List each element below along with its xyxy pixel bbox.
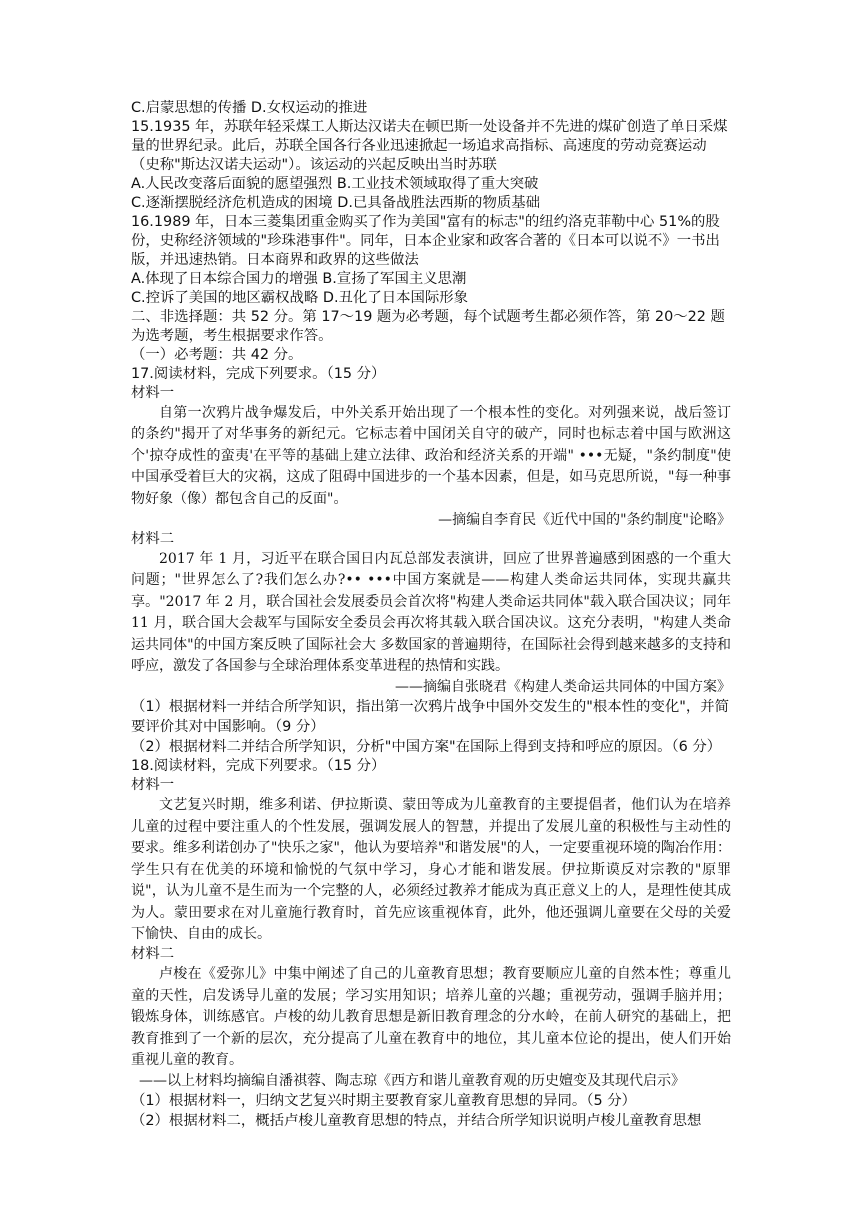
q17-task1: （1）根据材料一并结合所学知识，指出第一次鸦片战争中国外交发生的"根本性的变化"，并简要评价其对中国影响。（9 分） (131, 699, 730, 736)
q18-material1-text: 文艺复兴时期，维多利诺、伊拉斯谟、蒙田等成为儿童教育的主要提倡者，他们认为在培养儿童的过程中要注重人的个性发展，强调发展人的智慧，并提出了发展儿童的积极性与主动性的要求。维多利诺创办了"快乐之家"，他认为要培养"和谐发展"的人，一定要重视环境的陶冶作用：学生只有在优美的环境和愉悦的气氛中学习，身心才能和谐发展。伊拉斯谟反对宗教的"原罪说"，认为儿童不是生而为一个完整的人，必须经过教养才能成为真正意义上的人，是理性使其成为人。蒙田要求在对儿童施行教育时，首先应该重视体育，此外，他还强调儿童要在父母的关爱下愉快、自由的成长。 (131, 797, 731, 942)
q17-material2-label: 材料二 (131, 531, 175, 548)
q18-material1-label: 材料一 (131, 777, 175, 794)
q15-options-cd: C.逐渐摆脱经济危机造成的困境 D.已具备战胜法西斯的物质基础 (131, 195, 541, 211)
q18-task1: （1）根据材料一，归纳文艺复兴时期主要教育家儿童教育思想的异同。（5 分） (131, 1093, 636, 1110)
q18-task2: （2）根据材料二，概括卢梭儿童教育思想的特点，并结合所学知识说明卢梭儿童教育思想 (131, 1113, 702, 1130)
q18-material2-text: 卢梭在《爱弥儿》中集中阐述了自己的儿童教育思想；教育要顺应儿童的自然本性；尊重儿童的天性，启发诱导儿童的发展；学习实用知识；培养儿童的兴趣；重视劳动，强调手脑并用；锻炼身体，训练感官。卢梭的幼儿教育思想是新旧教育理念的分水岭，在前人研究的基础上，把教育推到了一个新的层次，充分提高了儿童在教育中的地位，其儿童本位论的提出，使人们开始重视儿童的教育。 (131, 966, 731, 1068)
q16-stem: 16.1989 年，日本三菱集团重金购买了作为美国"富有的标志"的纽约洛克菲勒中心 51%的股份，史称经济领域的"珍珠港事件"。同年，日本企业家和政客合著的《日本可以说不》一书出版，并迅速热销。日本商界和政界的这些做法 (131, 214, 720, 268)
q18-material2-label: 材料二 (131, 946, 175, 963)
q18-title: 18.阅读材料，完成下列要求。（15 分） (131, 758, 386, 775)
q17-task2: （2）根据材料二并结合所学知识，分析"中国方案"在国际上得到支持和呼应的原因。（6 分） (131, 739, 722, 756)
page-content (131, 99, 731, 1131)
q17-material1-source: —摘编自李育民《近代中国的"条约制度"论略》 (438, 512, 731, 529)
section2-title: 二、非选择题：共 52 分。第 17～19 题为必考题，每个试题考生都必须作答，第 20～22 题为选考题，考生根据要求作答。 (131, 309, 725, 344)
q18-source: ——以上材料均摘编自潘祺蓉、陶志琼《西方和谐儿童教育观的历史嬗变及其现代启示》 (139, 1073, 685, 1090)
q15-stem: 15.1935 年，苏联年轻采煤工人斯达汉诺夫在顿巴斯一处设备并不先进的煤矿创造了单日采煤量的世界纪录。此后，苏联全国各行各业迅速掀起一场追求高指标、高速度的劳动竞赛运动（史称"斯达汉诺夫运动"）。该运动的兴起反映出当时苏联 (131, 119, 728, 173)
q17-material1-text: 自第一次鸦片战争爆发后，中外关系开始出现了一个根本性的变化。对列强来说，战后签订的条约"揭开了对华事务的新纪元。它标志着中国闭关自守的破产，同时也标志着中国与欧洲这个'掠夺成性的蛮夷'在平等的基础上建立法律、政治和经济关系的开端" •••无疑，"条约制度"使中国承受着巨大的灾祸，这成了阻碍中国进步的一个基本因素，但是，如马克思所说，"每一种事物好象（像）都包含自己的反面"。 (131, 405, 731, 507)
q17-material2-source: ——摘编自张晓君《构建人类命运共同体的中国方案》 (395, 679, 731, 696)
q15-options-ab: A.人民改变落后面貌的愿望强烈 B.工业技术领域取得了重大突破 (131, 176, 539, 192)
q14-options-cd: C.启蒙思想的传播 D.女权运动的推进 (131, 100, 368, 116)
q17-material1-label: 材料一 (131, 385, 175, 401)
q17-material2-text: 2017 年 1 月，习近平在联合国日内瓦总部发表演讲，回应了世界普遍感到困惑的一个重大问题；"世界怎么了?我们怎么办?•• •••中国方案就是——构建人类命运共同体，实现共赢共享。"2017 年 2 月，联合国社会发展委员会首次将"构建人类命运共同体"载入联合国决议；同年 11 月，联合国大会裁军与国际安全委员会再次将其载入联合国决议。这充分表明，"构建人类命运共同体"的中国方案反映了国际社会大 多数国家的普遍期待，在国际社会得到越来越多的支持和呼应，激发了各国参与全球治理体系变革进程的热情和实践。 (131, 551, 731, 675)
q17-title: 17.阅读材料，完成下列要求。（15 分） (131, 366, 386, 382)
q16-options-cd: C.控诉了美国的地区霸权战略 D.丑化了日本国际形象 (131, 290, 469, 306)
section2-subtitle: （一）必考题：共 42 分。 (131, 347, 303, 363)
q16-options-ab: A.体现了日本综合国力的增强 B.宣扬了军国主义思潮 (131, 271, 467, 287)
